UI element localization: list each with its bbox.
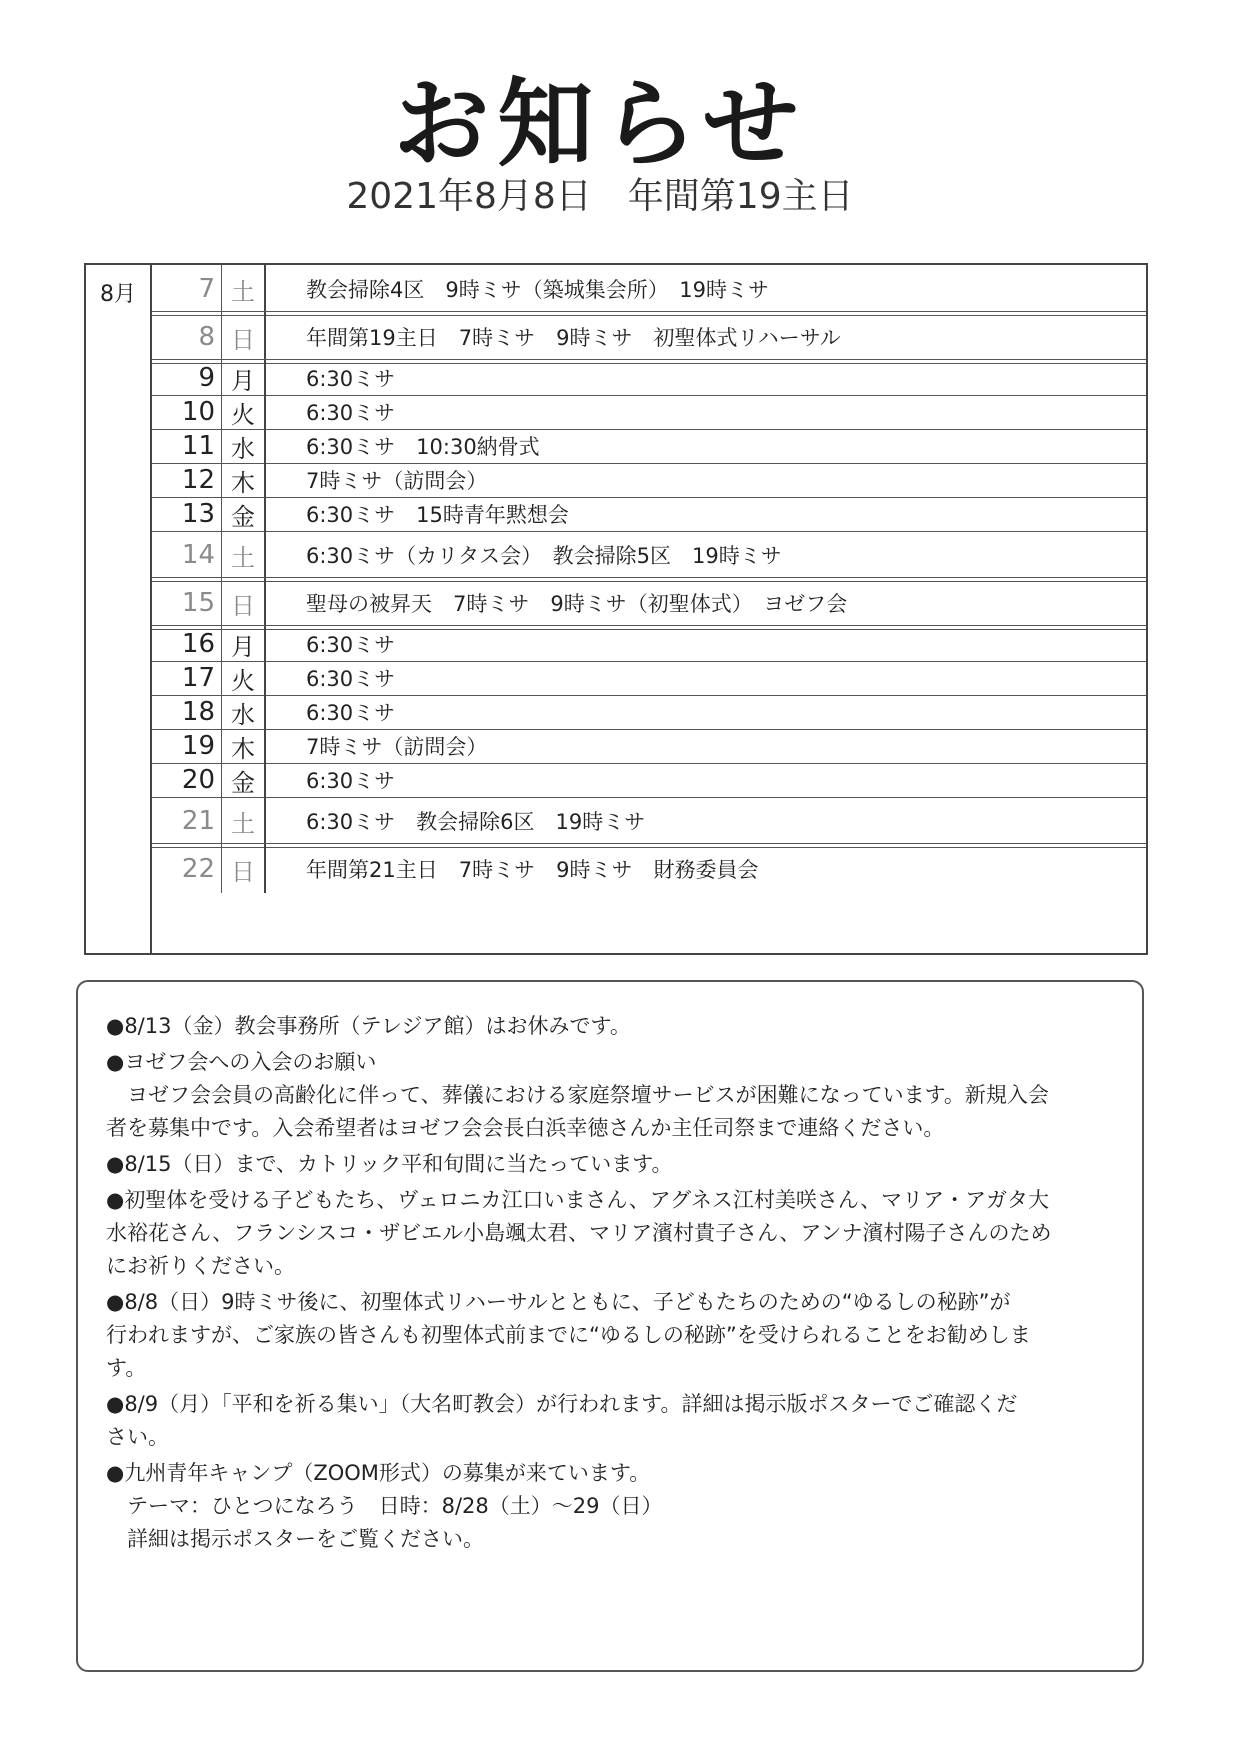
notice-item — [106, 1457, 1102, 1556]
day-number: 22 — [152, 845, 222, 893]
notice-item — [106, 1286, 1102, 1385]
notice-line: ●ヨゼフ会への入会のお願い — [106, 1050, 377, 1074]
notice-box — [76, 980, 1144, 1672]
notice-line: ●九州青年キャンプ（ZOOM形式）の募集が来ています。 — [106, 1461, 651, 1485]
day-number: 10 — [152, 395, 222, 429]
schedule-row — [152, 361, 1146, 395]
schedule-row — [152, 463, 1146, 497]
notice-line: 水裕花さん、フランシスコ・ザビエル小島颯太君、マリア濱村貴子さん、アンナ濱村陽子さんのため — [106, 1221, 1052, 1245]
weekday: 日 — [222, 313, 266, 361]
schedule-row — [152, 763, 1146, 797]
events: 教会掃除4区 9時ミサ（築城集会所） 19時ミサ — [306, 278, 769, 302]
weekday: 水 — [222, 429, 266, 463]
weekday: 土 — [222, 531, 266, 579]
events: 7時ミサ（訪問会） — [306, 735, 488, 759]
events: 6:30ミサ — [306, 701, 396, 725]
events: 聖母の被昇天 7時ミサ 9時ミサ（初聖体式） ヨゼフ会 — [306, 592, 848, 616]
day-number: 12 — [152, 463, 222, 497]
events: 6:30ミサ — [306, 367, 396, 391]
weekday: 土 — [222, 797, 266, 845]
events: 6:30ミサ — [306, 769, 396, 793]
events: 6:30ミサ 教会掃除6区 19時ミサ — [306, 810, 646, 834]
notice-item — [106, 1046, 1102, 1145]
events: 6:30ミサ — [306, 667, 396, 691]
schedule-row — [152, 265, 1146, 313]
schedule-row — [152, 695, 1146, 729]
day-number: 9 — [152, 361, 222, 395]
schedule-row — [152, 661, 1146, 695]
day-number: 15 — [152, 579, 222, 627]
events: 6:30ミサ — [306, 401, 396, 425]
day-number: 18 — [152, 695, 222, 729]
notice-line: ●8/15（日）まで、カトリック平和旬間に当たっています。 — [106, 1152, 673, 1176]
weekday: 火 — [222, 395, 266, 429]
notice-line: さい。 — [106, 1425, 169, 1449]
day-number: 20 — [152, 763, 222, 797]
events: 年間第19主日 7時ミサ 9時ミサ 初聖体式リハーサル — [306, 326, 841, 350]
date-subtitle: 2021年8月8日 年間第19主日 — [346, 176, 854, 217]
notice-item — [106, 1010, 1102, 1043]
weekday: 日 — [222, 845, 266, 893]
events: 6:30ミサ — [306, 633, 396, 657]
events: 6:30ミサ（カリタス会） 教会掃除5区 19時ミサ — [306, 544, 782, 568]
day-number: 8 — [152, 313, 222, 361]
weekday: 水 — [222, 695, 266, 729]
schedule-rows — [152, 265, 1146, 953]
day-number: 17 — [152, 661, 222, 695]
weekday: 金 — [222, 763, 266, 797]
day-number: 7 — [152, 265, 222, 313]
day-number: 14 — [152, 531, 222, 579]
day-number: 21 — [152, 797, 222, 845]
schedule-row — [152, 845, 1146, 893]
notice-line: 者を募集中です。入会希望者はヨゼフ会会長白浜幸徳さんか主任司祭まで連絡ください。 — [106, 1116, 945, 1140]
notice-line: 行われますが、ご家族の皆さんも初聖体式前までに“ゆるしの秘跡”を受けられることをお勧めしま — [106, 1323, 1031, 1347]
notice-line: ●8/13（金）教会事務所（テレジア館）はお休みです。 — [106, 1014, 631, 1038]
weekday: 木 — [222, 729, 266, 763]
weekday: 土 — [222, 265, 266, 313]
notice-item — [106, 1148, 1102, 1181]
events: 7時ミサ（訪問会） — [306, 469, 488, 493]
schedule-row — [152, 797, 1146, 845]
schedule-row — [152, 313, 1146, 361]
weekday: 月 — [222, 627, 266, 661]
notice-line: ●8/8（日）9時ミサ後に、初聖体式リハーサルとともに、子どもたちのための“ゆるしの秘跡”が — [106, 1290, 1011, 1314]
events: 6:30ミサ 15時青年黙想会 — [306, 503, 569, 527]
weekday: 日 — [222, 579, 266, 627]
weekday: 木 — [222, 463, 266, 497]
notice-line: にお祈りください。 — [106, 1254, 295, 1278]
schedule-row — [152, 395, 1146, 429]
weekday: 火 — [222, 661, 266, 695]
schedule-row — [152, 429, 1146, 463]
events: 6:30ミサ 10:30納骨式 — [306, 435, 540, 459]
notice-item — [106, 1388, 1102, 1454]
schedule-row — [152, 497, 1146, 531]
schedule-row — [152, 579, 1146, 627]
notice-line: ●8/9（月）「平和を祈る集い」（大名町教会）が行われます。詳細は掲示版ポスターでご確認くだ — [106, 1392, 1018, 1416]
notice-line: ●初聖体を受ける子どもたち、ヴェロニカ江口いまさん、アグネス江村美咲さん、マリア・アガタ大 — [106, 1188, 1049, 1212]
notice-item — [106, 1184, 1102, 1283]
weekday: 月 — [222, 361, 266, 395]
notice-line: す。 — [106, 1356, 147, 1380]
notice-detail: 詳細は掲示ポスターをご覧ください。 — [127, 1527, 484, 1551]
schedule-row — [152, 729, 1146, 763]
events: 年間第21主日 7時ミサ 9時ミサ 財務委員会 — [306, 858, 759, 882]
notice-detail: テーマ：ひとつになろう 日時：8/28（土）～29（日） — [127, 1494, 663, 1518]
day-number: 13 — [152, 497, 222, 531]
schedule-row — [152, 627, 1146, 661]
day-number: 19 — [152, 729, 222, 763]
day-number: 11 — [152, 429, 222, 463]
day-number: 16 — [152, 627, 222, 661]
schedule-row — [152, 531, 1146, 579]
page-title: お知らせ — [393, 68, 807, 180]
notice-detail: ヨゼフ会会員の高齢化に伴って、葬儀における家庭祭壇サービスが困難になっています。新規入会 — [127, 1083, 1049, 1107]
weekday: 金 — [222, 497, 266, 531]
month-label: 8月 — [86, 265, 152, 953]
schedule-table — [84, 263, 1148, 955]
